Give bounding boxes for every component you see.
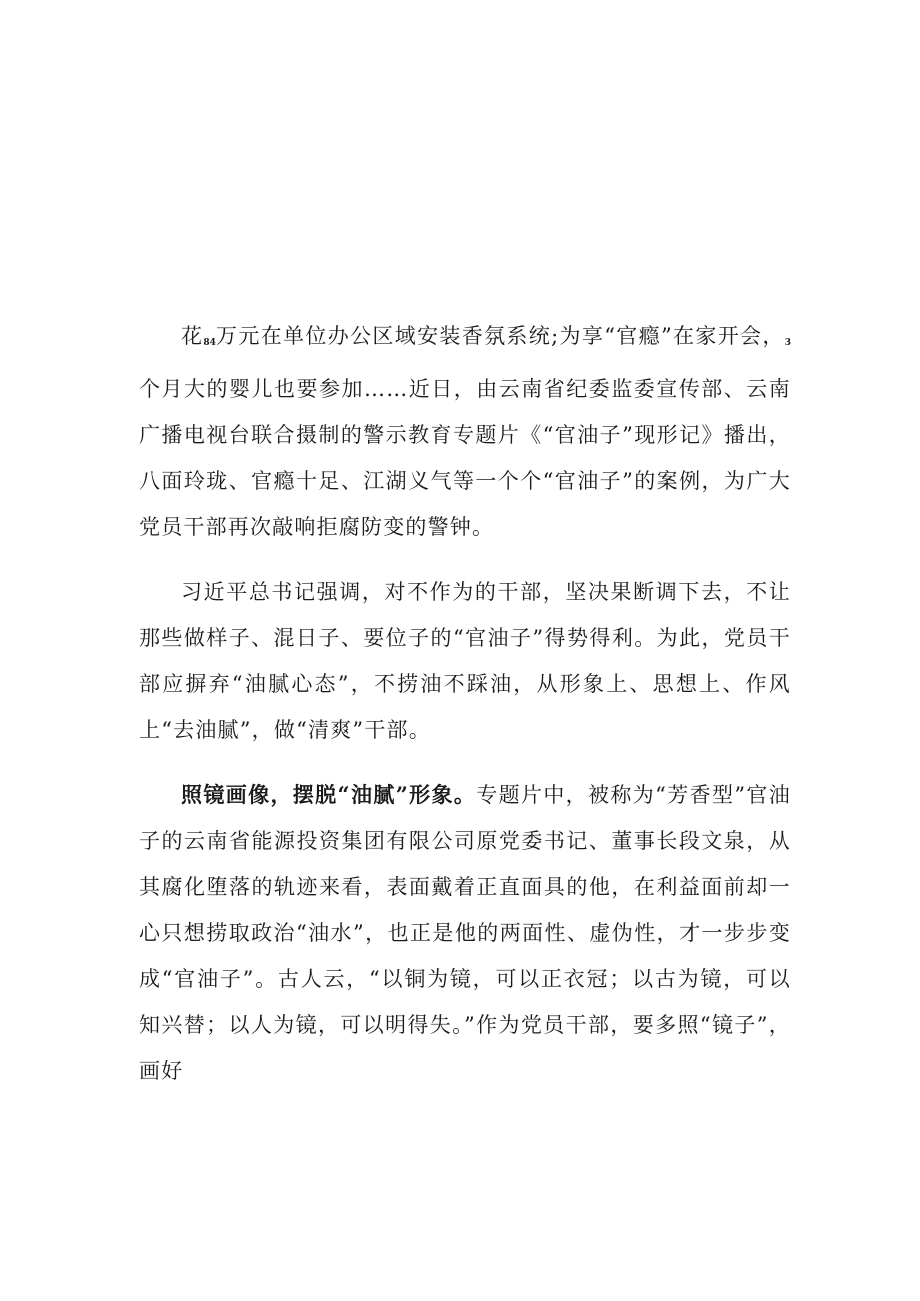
paragraph-2: [139, 569, 791, 753]
paragraph-text: 万元在单位办公区域安装香氛系统;为享“官瘾”在家开会，: [215, 324, 785, 348]
paragraph-text: 习近平总书记强调，对不作为的干部，坚决果断调下去，不让那些做样子、混日子、要位子的“官油子”得势得利。为此，党员干部应摒弃“油腻心态”，不捞油不踩油，从形象上、思想上、作风上“去油腻”，做“清爽”干部。: [139, 580, 791, 742]
paragraph-text: 花: [181, 324, 204, 348]
paragraph-1: [139, 313, 791, 550]
inline-number: 3: [784, 338, 791, 348]
paragraph-text: 个月大的婴儿也要参加……近日，由云南省纪委监委宣传部、云南广播电视台联合摄制的警示教育专题片《“官油子”现形记》播出，八面玲珑、官瘾十足、江湖义气等一个个“官油子”的案例，为广大党员干部再次敲响拒腐防变的警钟。: [139, 377, 791, 539]
paragraph-text: 专题片中，被称为“芳香型”官油子的云南省能源投资集团有限公司原党委书记、董事长段文泉，从其腐化堕落的轨迹来看，表面戴着正直面具的他，在利益面前却一心只想捞取政治“油水”，也正是他的两面性、虚伪性，才一步步变成“官油子”。古人云，“以铜为镜，可以正衣冠；以古为镜，可以知兴替；以人为镜，可以明得失。”作为党员干部，要多照“镜子”，画好: [139, 783, 791, 1083]
paragraph-3: [139, 772, 791, 1094]
document-body: [139, 313, 791, 1094]
section-lead-heading: 照镜画像，摆脱“油腻”形象。: [181, 782, 477, 807]
inline-number: 84: [203, 338, 216, 348]
